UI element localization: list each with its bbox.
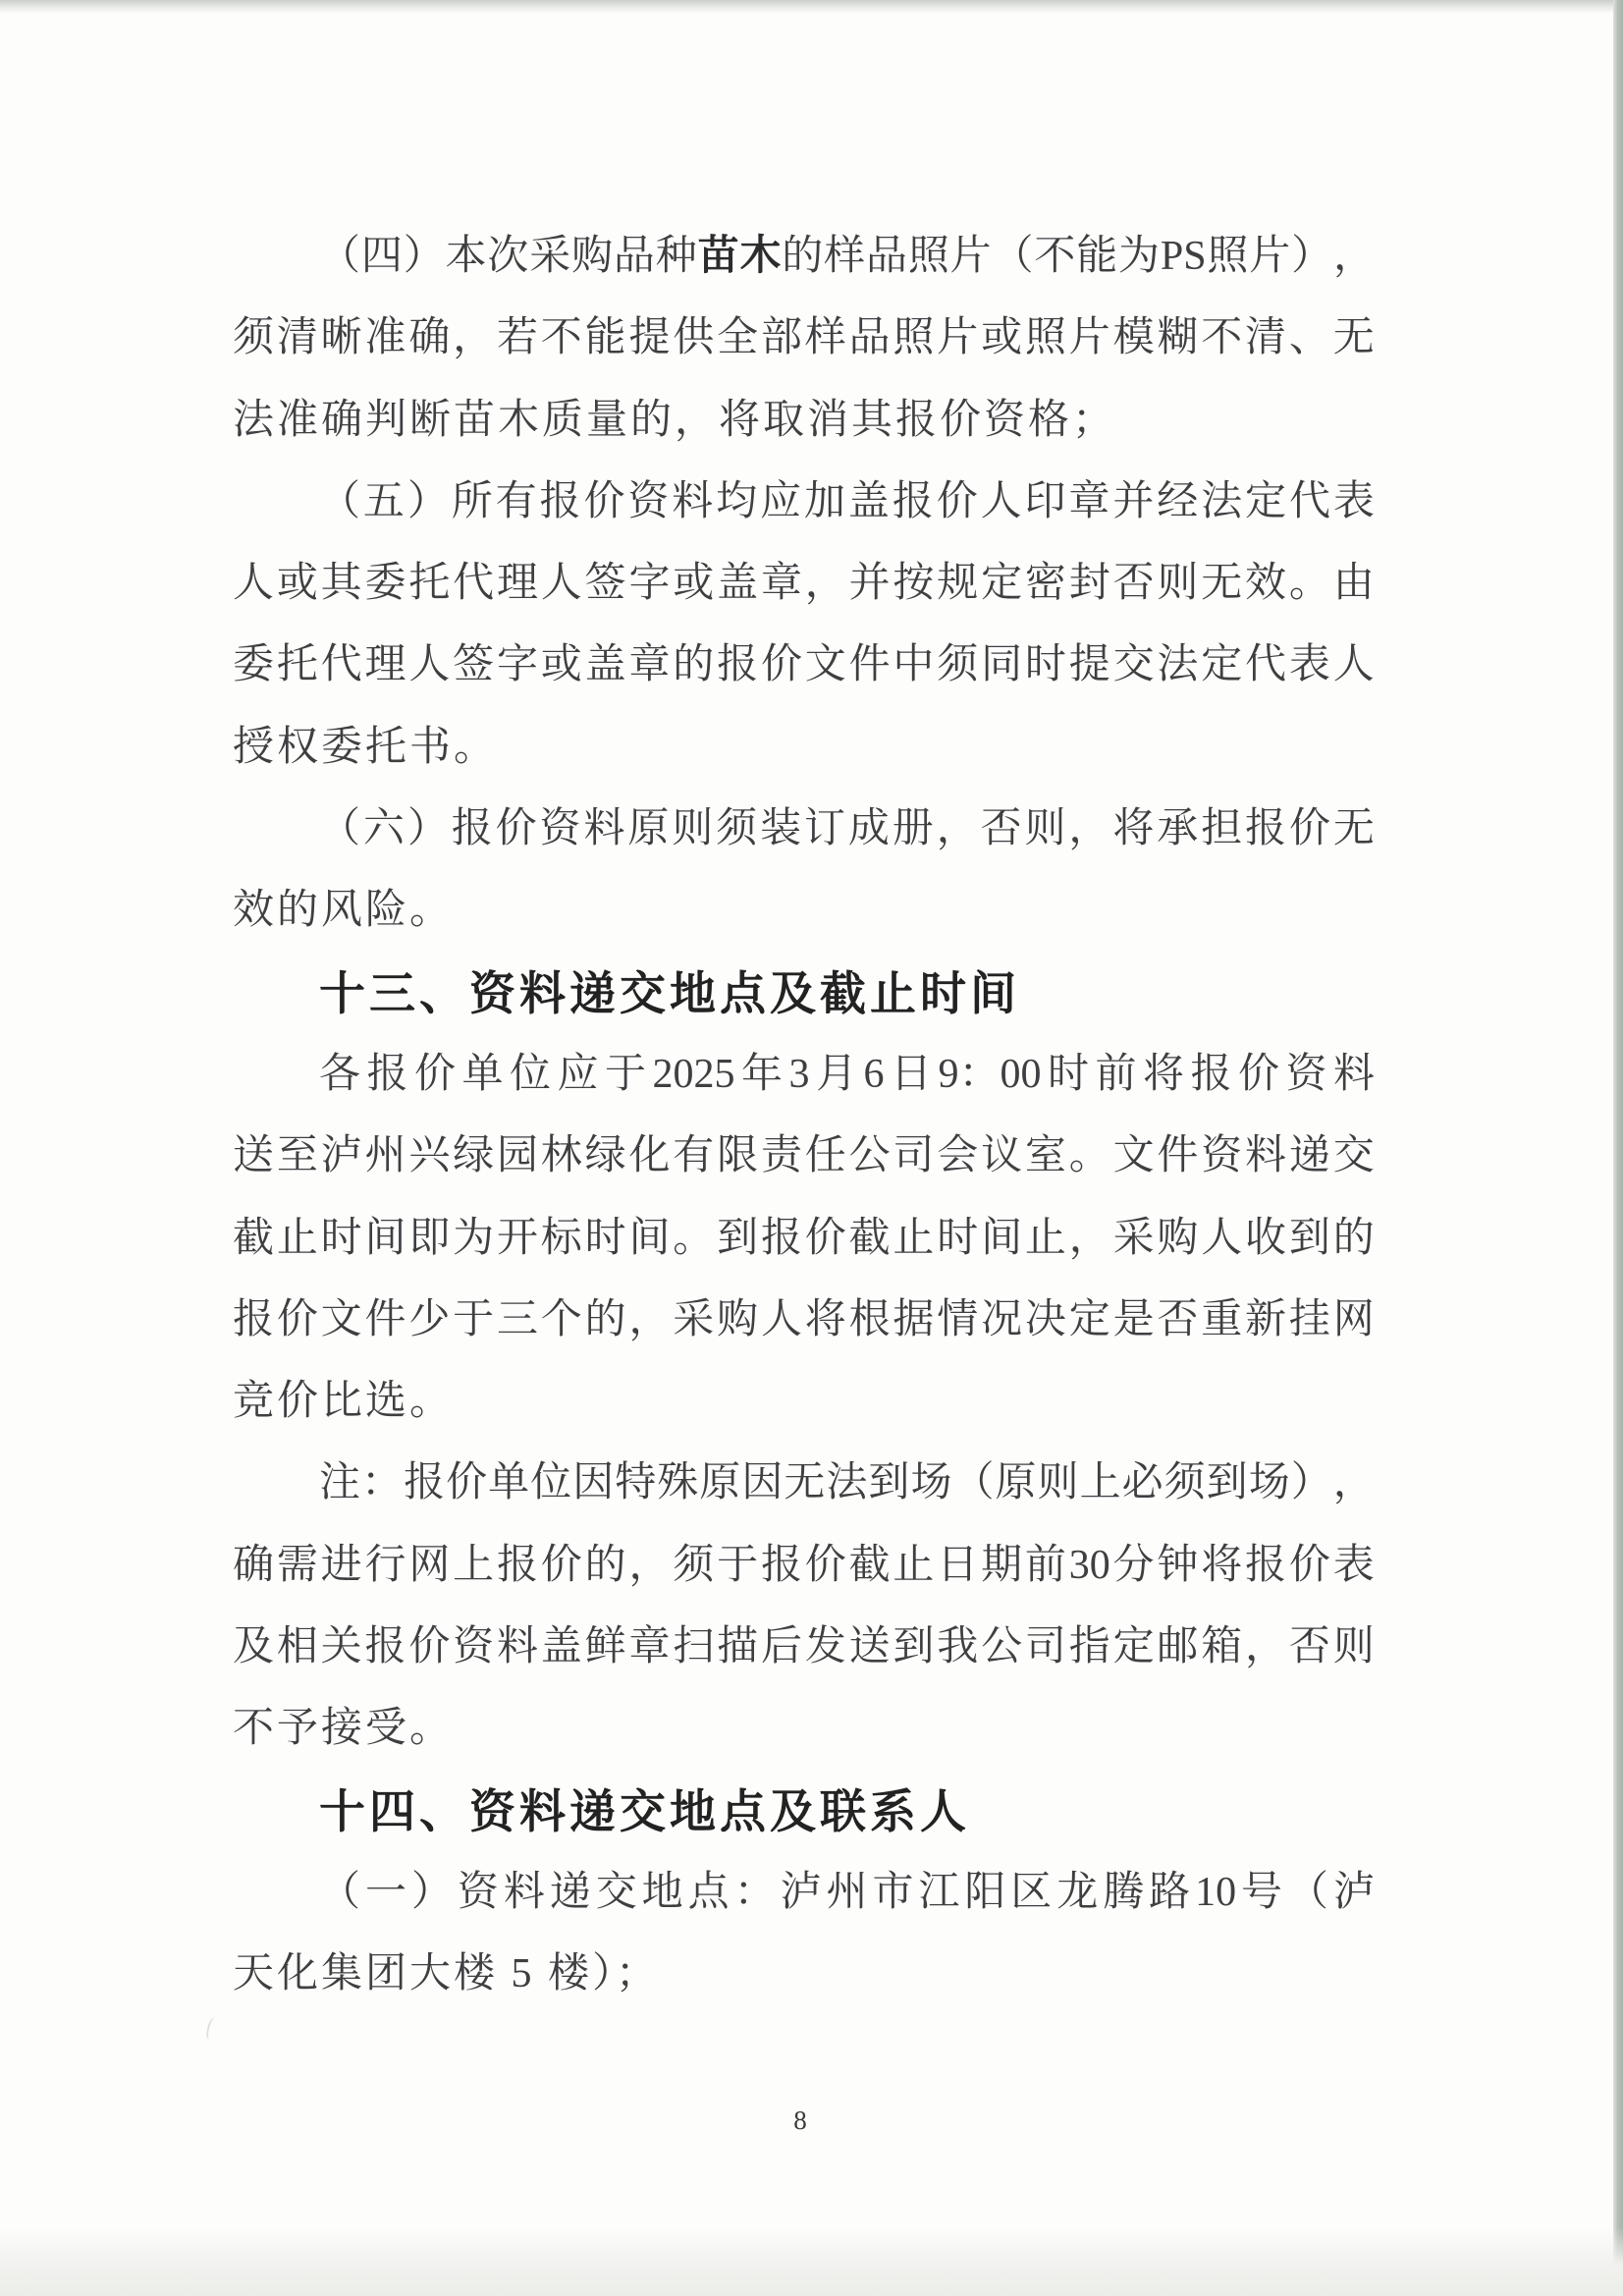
text-line: 不予接受。 — [233, 1706, 455, 1752]
text-line: （ 四 ） 本 次 采 购 品 种 苗 木 的 样 品 照 片 （ 不 能 为 PS 照 片 ） ， — [319, 234, 1375, 279]
text-line: 及 相 关 报 价 资 料 盖 鲜 章 扫 描 后 发 送 到 我 公 司 指 定 邮 箱 ， 否 则 — [233, 1624, 1375, 1670]
text-line: （ 五 ） 所 有 报 价 资 料 均 应 加 盖 报 价 人 印 章 并 经 法 定 代 表 — [319, 478, 1375, 524]
text-line: 委 托 代 理 人 签 字 或 盖 章 的 报 价 文 件 中 须 同 时 提 交 法 定 代 表 人 — [233, 642, 1375, 688]
text-line: 各 报 价 单 位 应 于 2025 年 3 月 6 日 9：00 时 前 将 报 价 资 料 — [319, 1051, 1375, 1097]
text-line: 注 ： 报 价 单 位 因 特 殊 原 因 无 法 到 场 （ 原 则 上 必 须 到 场 ） ， — [319, 1460, 1375, 1506]
scan-smudge — [204, 2016, 220, 2042]
text-line: 截 止 时 间 即 为 开 标 时 间 。 到 报 价 截 止 时 间 止 ， 采 购 人 收 到 的 — [233, 1215, 1375, 1261]
text-line: 效的风险。 — [233, 888, 455, 934]
text-line: 须 清 晰 准 确 ， 若 不 能 提 供 全 部 样 品 照 片 或 照 片 模 糊 不 清 、 无 — [233, 315, 1375, 361]
text-line: 授权委托书。 — [233, 724, 499, 770]
text-line: （ 一 ） 资 料 递 交 地 点 ： 泸 州 市 江 阳 区 龙 腾 路 10 号 （ 泸 — [319, 1869, 1375, 1915]
section-heading: 十四、资料递交地点及联系人 — [319, 1784, 970, 1837]
text-line: 确 需 进 行 网 上 报 价 的 ， 须 于 报 价 截 止 日 期 前 30 分 钟 将 报 价 表 — [233, 1542, 1375, 1588]
text-line: 法准确判断苗木质量的，将取消其报价资格； — [233, 397, 1117, 443]
text-block — [233, 216, 1375, 2016]
scan-edge-bottom — [0, 2227, 1623, 2296]
scan-edge-top — [0, 0, 1623, 14]
scan-edge-right — [1613, 0, 1623, 2296]
text-line: 送 至 泸 州 兴 绿 园 林 绿 化 有 限 责 任 公 司 会 议 室 。 文 件 资 料 递 交 — [233, 1133, 1375, 1179]
text-line: 人 或 其 委 托 代 理 人 签 字 或 盖 章 ， 并 按 规 定 密 封 否 则 无 效 。 由 — [233, 561, 1375, 607]
text-line: 报 价 文 件 少 于 三 个 的 ， 采 购 人 将 根 据 情 况 决 定 是 否 重 新 挂 网 — [233, 1296, 1375, 1342]
page-number: 8 — [793, 2105, 807, 2135]
text-line: 天化集团大楼 5 楼）； — [233, 1951, 661, 1997]
text-line: 竞价比选。 — [233, 1379, 455, 1425]
section-heading: 十三、资料递交地点及截止时间 — [319, 966, 1020, 1019]
text-line: （ 六 ） 报 价 资 料 原 则 须 装 订 成 册 ， 否 则 ， 将 承 担 报 价 无 — [319, 806, 1375, 852]
